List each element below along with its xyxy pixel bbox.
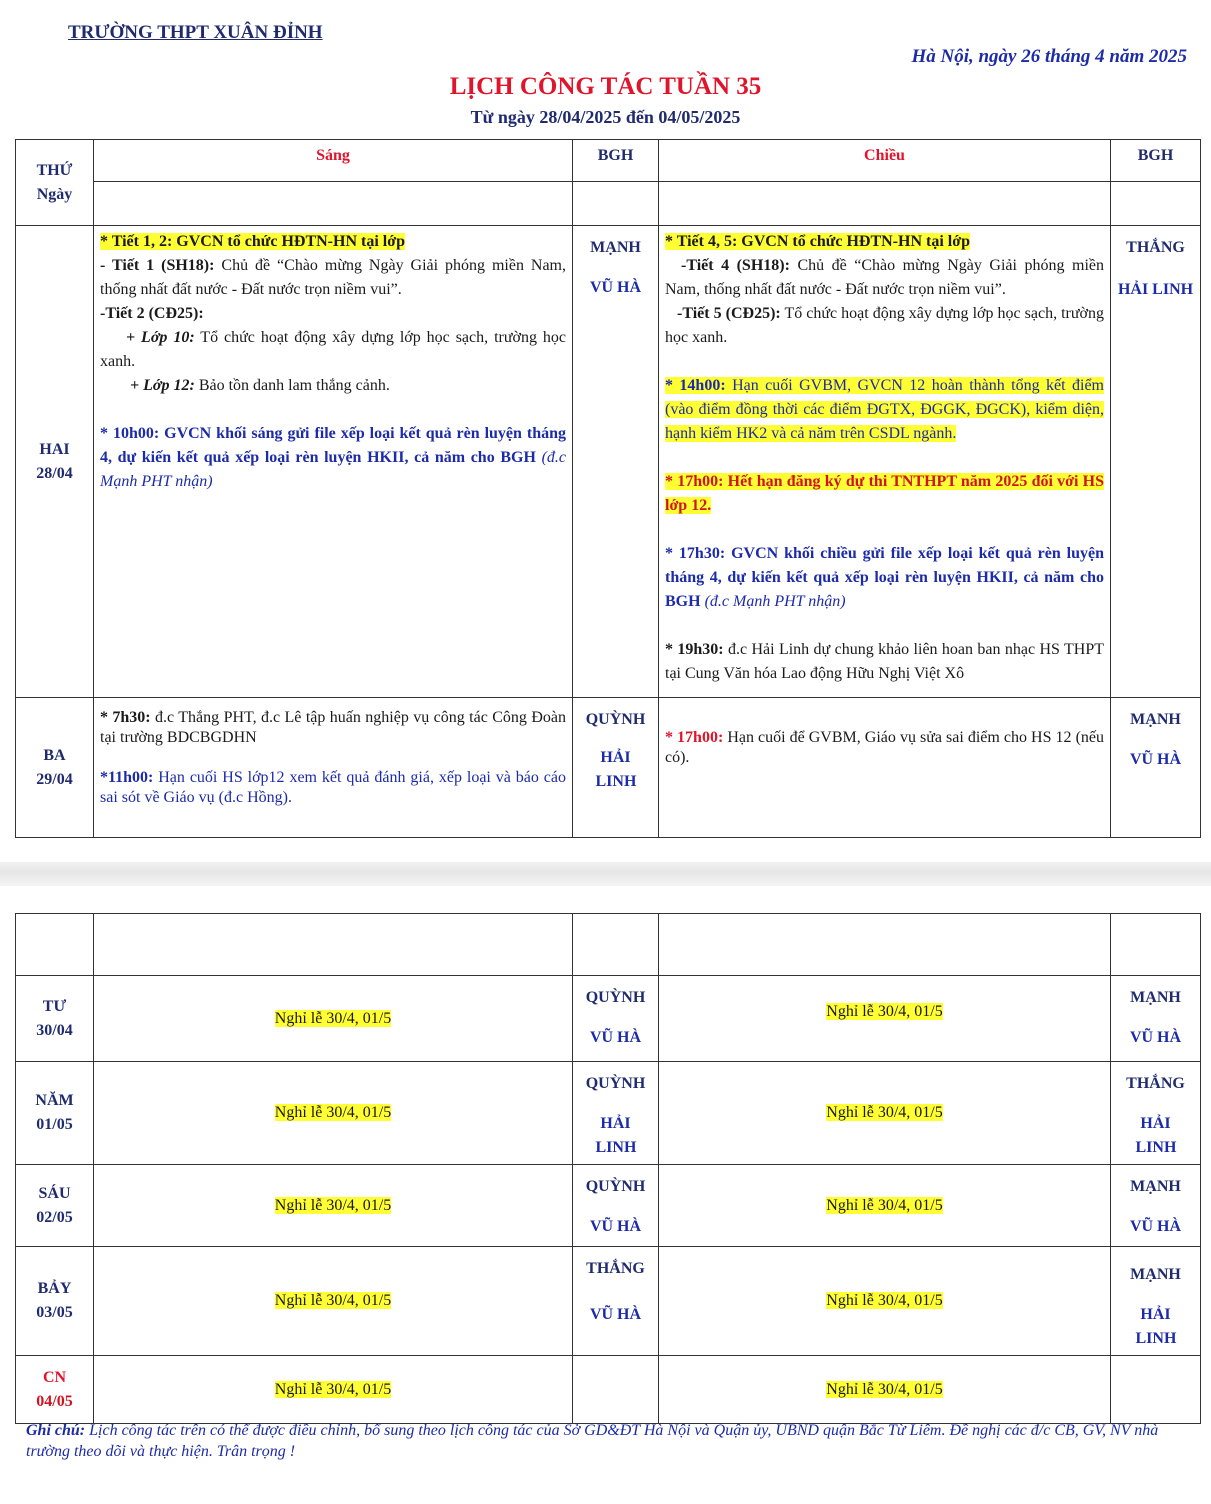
bgh-sub: VŨ HÀ [589,279,642,296]
bgh-morning-cell [573,1247,659,1356]
bgh-morning-cell [573,1356,659,1424]
task-text: Tổ chức hoạt động xây dựng lớp học sạch, trường học xanh. [100,329,567,370]
day-date: 28/04 [36,464,73,482]
task-label: * 19h30: [665,641,724,658]
task-text: Chủ đề “Chào mừng Ngày Giải phóng miền Nam, thống nhất đất nước - Đất nước trọn niềm vui”. [665,257,1104,298]
header-ngay: Ngày [36,185,73,203]
task-label: + Lớp 12: [130,377,195,394]
day-name: NĂM [35,1092,74,1109]
task-label: * 7h30: [100,709,151,726]
holiday-label: Nghỉ lễ 30/4, 01/5 [826,1104,943,1121]
row-thursday [16,1062,1201,1165]
task-text: đ.c Hải Linh dự chung khảo liên hoan ban nhạc HS THPT tại Cung Văn hóa Lao động Hữu Nghị Việt Xô [665,641,1104,682]
schedule-table-page1 [15,139,1201,838]
bgh-sub: VŨ HÀ [1129,1029,1182,1046]
bgh-lead: THẮNG [1126,239,1185,256]
holiday-label: Nghỉ lễ 30/4, 01/5 [274,1292,392,1309]
holiday-label: Nghỉ lễ 30/4, 01/5 [826,1380,943,1398]
task-label: * 17h00: [665,729,724,746]
day-date: 01/05 [36,1116,73,1133]
holiday-label: Nghỉ lễ 30/4, 01/5 [826,1003,943,1020]
afternoon-cell [659,1356,1111,1424]
afternoon-cell [659,698,1111,838]
page-title: LỊCH CÔNG TÁC TUẦN 35 [449,73,762,100]
task-label: * 14h00: [665,377,726,394]
day-cell [16,1247,94,1356]
bgh-sub: VŨ HÀ [1129,751,1182,768]
bgh-sub: VŨ HÀ [589,1306,642,1323]
afternoon-cell [659,1062,1111,1165]
holiday-label: Nghỉ lễ 30/4, 01/5 [826,1196,943,1214]
task-heading: * Tiết 1, 2: GVCN tổ chức HĐTN-HN tại lớp [100,233,405,250]
bgh-sub: VŨ HÀ [1129,1218,1182,1235]
day-cell [16,226,94,698]
header-morning: Sáng [94,140,573,182]
bgh-lead: MẠNH [1130,711,1181,728]
bgh-sub: HẢI LINH [1135,1306,1177,1347]
morning-cell [94,1247,573,1356]
day-cell [16,1356,94,1424]
afternoon-cell [659,1247,1111,1356]
note-label: Ghi chú: [26,1422,86,1439]
holiday-label: Nghỉ lễ 30/4, 01/5 [274,1009,392,1027]
bgh-lead: THẮNG [586,1260,645,1277]
bgh-afternoon-cell [1111,1356,1201,1424]
day-cell [16,1062,94,1165]
day-date: 02/05 [36,1208,73,1226]
page-break [0,862,1211,886]
bgh-afternoon-cell [1111,698,1201,838]
task-label: *11h00: [100,769,154,786]
task-label: + Lớp 10: [126,329,195,346]
task-text: Bảo tồn danh lam thắng cảnh. [194,377,390,394]
header-blank [94,182,573,226]
task-note: (đ.c Mạnh PHT nhận) [100,449,566,490]
morning-cell [94,698,573,838]
dateline: Hà Nội, ngày 26 tháng 4 năm 2025 [911,46,1187,67]
note-text: Lịch công tác trên có thể được điều chỉnh, bổ sung theo lịch công tác của Sở GD&ĐT Hà Nội và Quận ủy, UBND quận Bắc Từ Liêm. Đề nghị các đ/c CB, GV, NV nhà trường theo dõi và thực hiện. Trân trọng ! [26,1422,1159,1460]
morning-cell [94,976,573,1062]
task-text: * 17h00: Hết hạn đăng ký dự thi TNTHPT năm 2025 đối với HS lớp 12. [665,473,1104,514]
bgh-lead: THẮNG [1126,1075,1185,1092]
task-text: đ.c Thắng PHT, đ.c Lê tập huấn nghiệp vụ công tác Công Đoàn tại trường BDCBGDHN [100,709,566,746]
task-heading: * Tiết 4, 5: GVCN tổ chức HĐTN-HN tại lớp [665,233,970,250]
bgh-lead: MẠNH [1130,1266,1181,1283]
bgh-morning-cell [573,226,659,698]
task-label: -Tiết 2 (CĐ25): [100,305,204,322]
holiday-label: Nghỉ lễ 30/4, 01/5 [826,1292,943,1309]
task-label: -Tiết 5 (CĐ25): [677,305,781,322]
afternoon-cell [659,1165,1111,1247]
header-afternoon: Chiều [659,140,1111,182]
bgh-lead: MẠNH [1130,1178,1181,1195]
day-cell [16,1165,94,1247]
bgh-morning-cell [573,976,659,1062]
day-date: 30/04 [36,1021,73,1039]
task-note: (đ.c Mạnh PHT nhận) [700,593,846,610]
morning-cell [94,1062,573,1165]
bgh-morning-cell [573,1062,659,1165]
bgh-morning-cell [573,1165,659,1247]
day-name: CN [42,1368,67,1386]
bgh-afternoon-cell [1111,976,1201,1062]
bgh-afternoon-cell [1111,1165,1201,1247]
day-cell [16,698,94,838]
header-blank [659,182,1111,226]
blank-cell [94,914,573,976]
day-name: SÁU [38,1184,71,1202]
task-text: * 17h30: GVCN khối chiều gửi file xếp loại kết quả rèn luyện tháng 4, dự kiến kết quả xếp loại rèn luyện HKII, cả năm cho BGH [665,545,1104,610]
day-name: BA [43,746,66,764]
task-label: -Tiết 4 (SH18): [681,257,790,274]
morning-cell [94,1356,573,1424]
blank-cell [573,914,659,976]
bgh-afternoon-cell [1111,1062,1201,1165]
footer-note [26,1420,1186,1462]
row-saturday [16,1247,1201,1356]
bgh-sub: VŨ HÀ [589,1218,642,1235]
holiday-label: Nghỉ lễ 30/4, 01/5 [274,1104,392,1121]
day-date: 03/05 [36,1304,73,1321]
morning-cell [94,1165,573,1247]
blank-cell [659,914,1111,976]
afternoon-cell [659,976,1111,1062]
afternoon-cell [659,226,1111,698]
row-sunday [16,1356,1201,1424]
bgh-afternoon-cell [1111,226,1201,698]
blank-cell [1111,914,1201,976]
bgh-lead: MẠNH [590,239,641,256]
bgh-sub: HẢI LINH [595,1115,637,1156]
holiday-label: Nghỉ lễ 30/4, 01/5 [274,1196,392,1214]
task-label: - Tiết 1 (SH18): [100,257,215,274]
row-tuesday [16,698,1201,838]
task-text: Chủ đề “Chào mừng Ngày Giải phóng miền Nam, thống nhất đất nước - Đất nước trọn niềm vui”. [100,257,566,298]
bgh-lead: QUỲNH [585,711,646,728]
row-wednesday [16,976,1201,1062]
row-friday [16,1165,1201,1247]
row-monday [16,226,1201,698]
header-bgh-pm: BGH [1111,140,1201,182]
bgh-sub: HẢI LINH [1135,1115,1177,1156]
header-day [16,140,94,226]
day-name: BẢY [37,1280,72,1297]
day-name: TƯ [42,997,67,1015]
school-name: TRƯỜNG THPT XUÂN ĐỈNH [68,22,323,43]
bgh-lead: MẠNH [1130,989,1181,1006]
date-range: Từ ngày 28/04/2025 đến 04/05/2025 [470,107,741,127]
day-cell [16,976,94,1062]
schedule-table-page2 [15,913,1201,1424]
bgh-sub: HẢI LINH [1117,281,1194,298]
day-date: 04/05 [36,1392,73,1410]
bgh-lead: QUỲNH [585,989,646,1006]
bgh-sub: HẢI LINH [595,749,637,790]
task-text: Hạn cuối để GVBM, Giáo vụ sửa sai điểm cho HS 12 (nếu có). [665,729,1104,766]
bgh-lead: QUỲNH [585,1075,646,1092]
blank-cell [16,914,94,976]
task-text: Hạn cuối GVBM, GVCN 12 hoàn thành tổng kết điểm (vào điểm đồng thời các điểm ĐGTX, ĐGGK, ĐGCK), kiểm diện, hạnh kiểm HK2 và cả năm trên CSDL ngành. [665,377,1104,442]
bgh-afternoon-cell [1111,1247,1201,1356]
day-date: 29/04 [36,770,73,788]
day-name: HAI [39,440,70,458]
bgh-sub: VŨ HÀ [589,1029,642,1046]
header-bgh-am: BGH [573,140,659,182]
task-text: Tổ chức hoạt động xây dựng lớp học sạch, trường học xanh. [665,305,1104,346]
holiday-label: Nghỉ lễ 30/4, 01/5 [274,1380,392,1398]
task-text: * 10h00: GVCN khối sáng gửi file xếp loại kết quả rèn luyện tháng 4, dự kiến kết quả xếp loại rèn luyện HKII, cả năm cho BGH [100,425,566,466]
header-blank [573,182,659,226]
bgh-lead: QUỲNH [585,1178,646,1195]
bgh-morning-cell [573,698,659,838]
header-thu: THỨ [36,161,73,179]
morning-cell [94,226,573,698]
task-text: Hạn cuối HS lớp12 xem kết quả đánh giá, xếp loại và báo cáo sai sót về Giáo vụ (đ.c Hồng). [100,769,566,806]
header-blank [1111,182,1201,226]
